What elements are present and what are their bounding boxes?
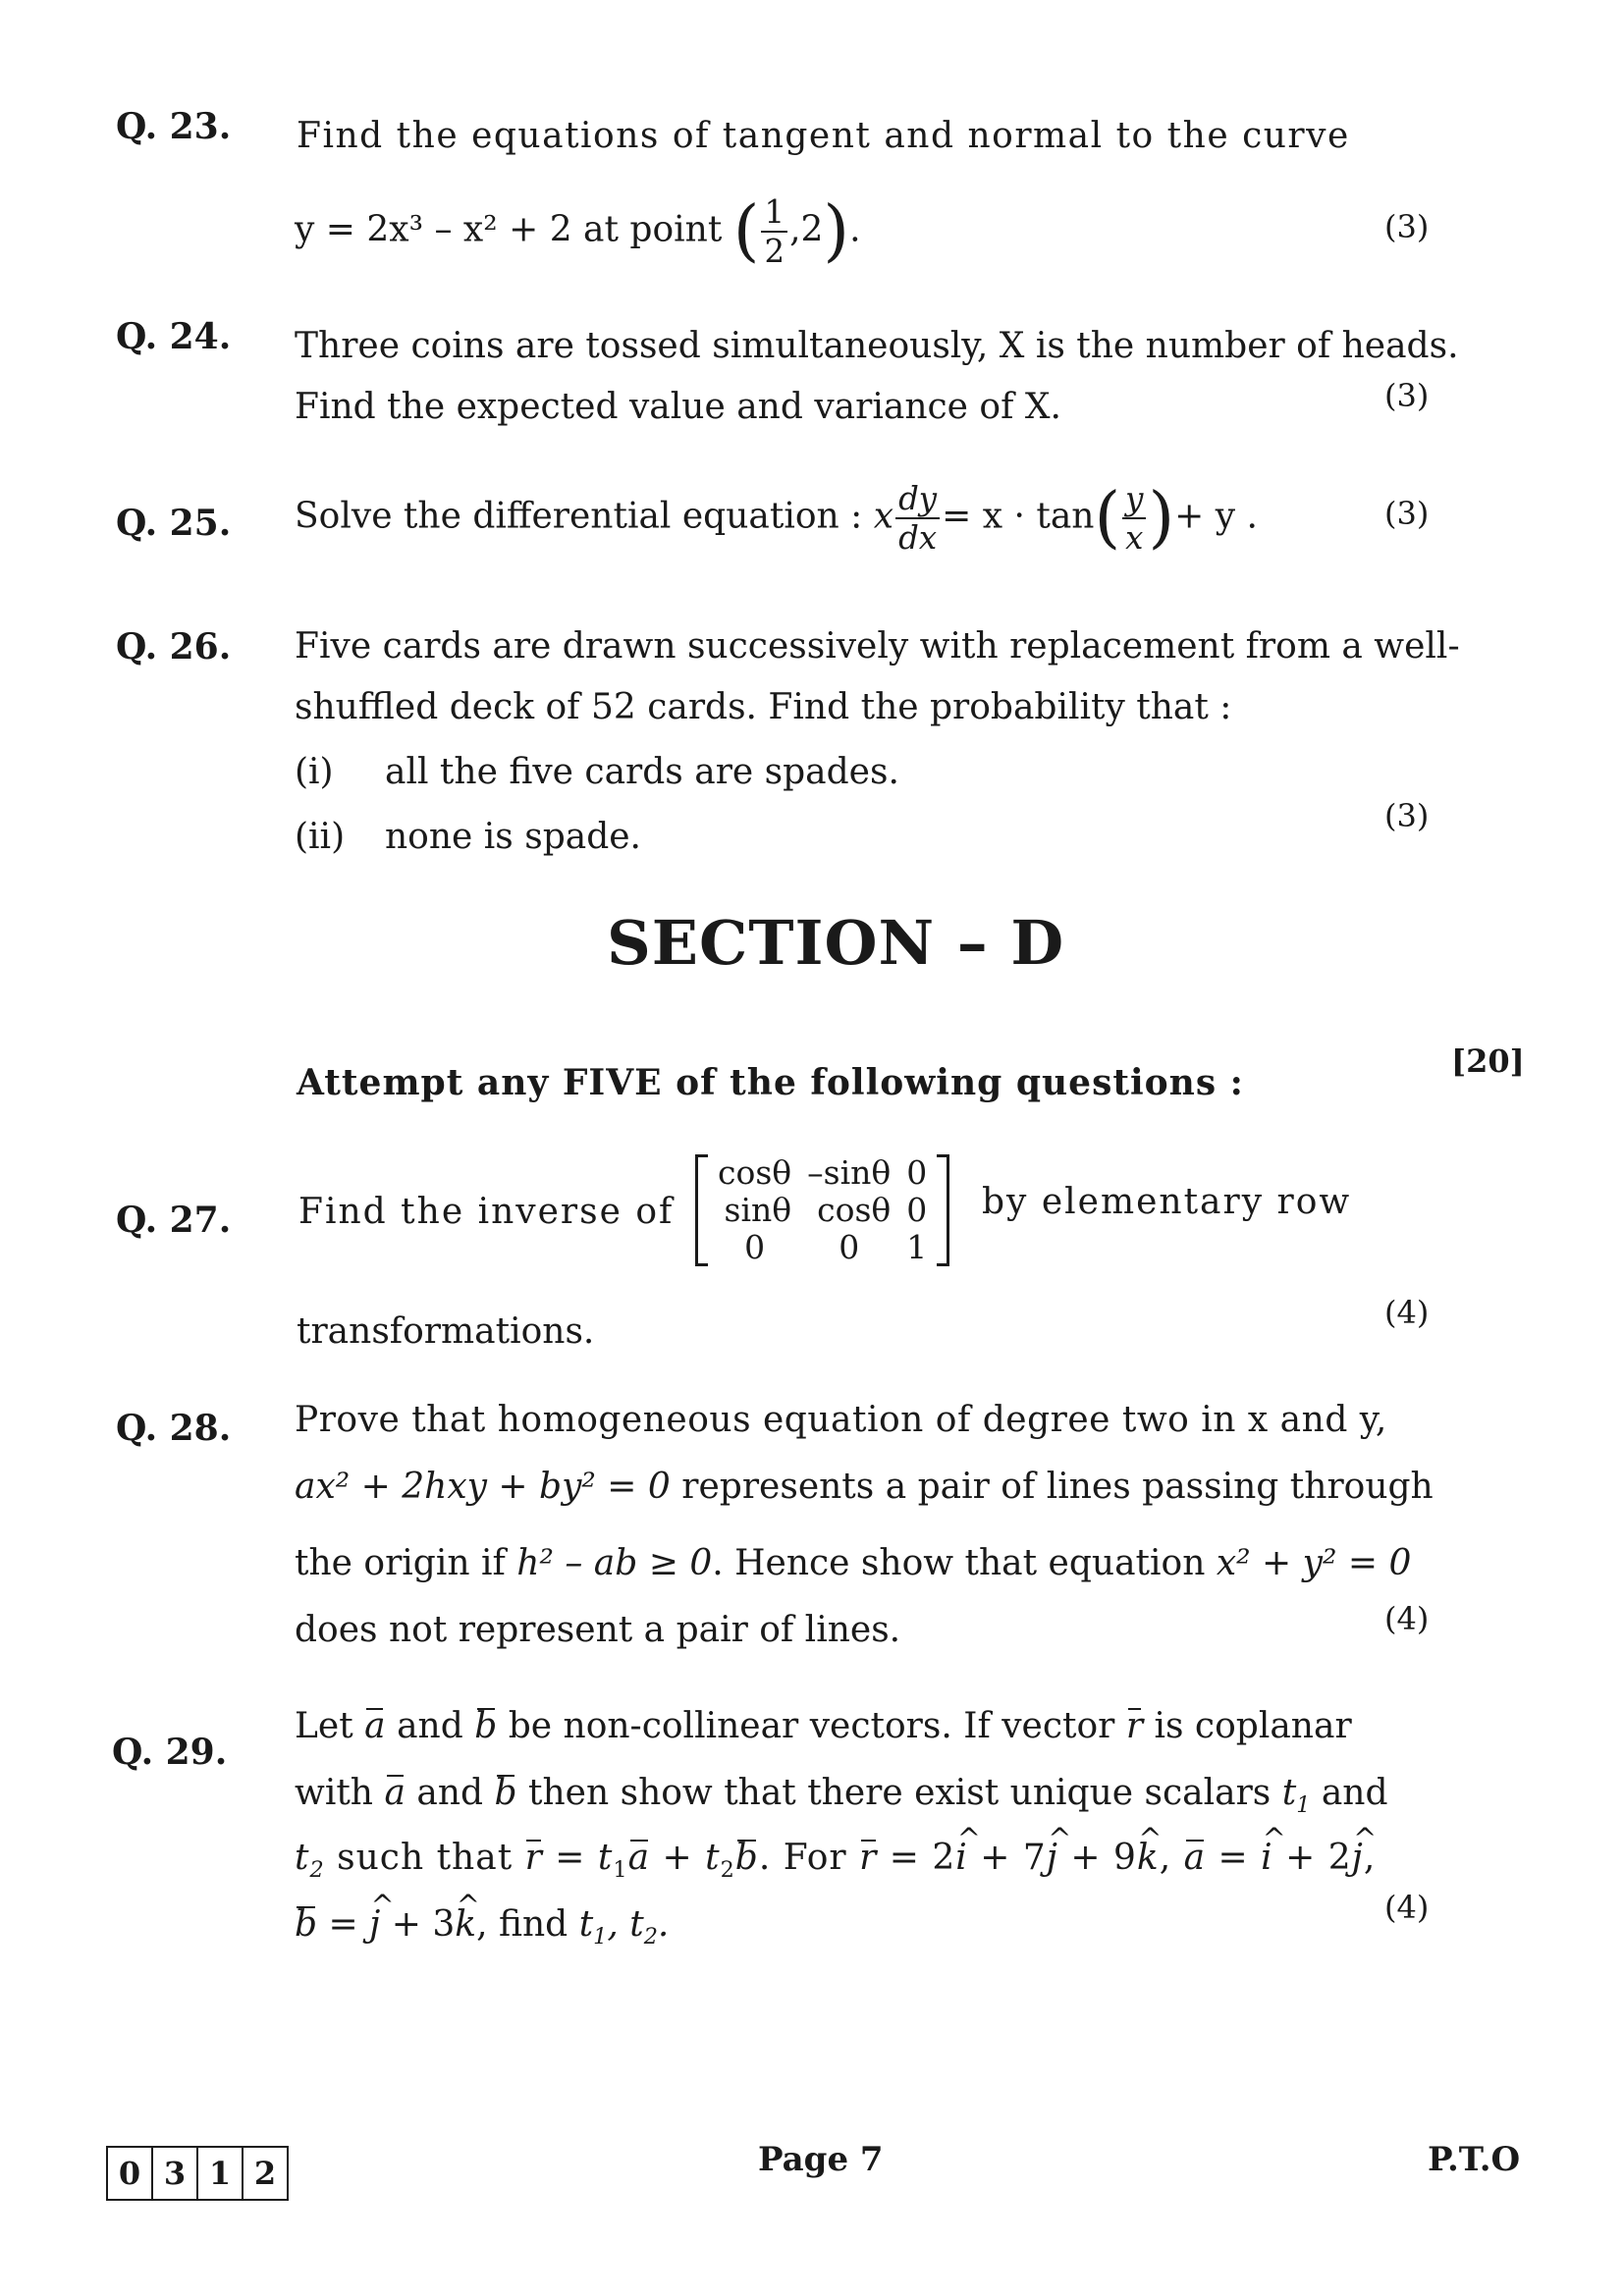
equation-vector-r: $r = t_1a + t_2b$.: [524, 1838, 772, 1884]
text: represents a pair of lines passing through: [681, 1467, 1434, 1507]
question-text: Prove that homogeneous equation of degree two in x and y,: [295, 1400, 1387, 1440]
text: the origin if: [295, 1543, 506, 1583]
vector-b: b: [494, 1773, 517, 1813]
marks: (3): [1384, 377, 1430, 414]
text: . Hence show that equation: [712, 1543, 1206, 1583]
question-equation: y = 2x³ – x² + 2 at point ( $\frac{1}{2}$ ,2).: [295, 192, 861, 271]
equation-tail: + y .: [1174, 496, 1258, 537]
equation: h² – ab ≥ 0: [516, 1543, 713, 1583]
question-text: Five cards are drawn successively with replacement from a well-: [295, 626, 1460, 667]
section-title: SECTION – D: [607, 907, 1065, 979]
point-y: ,2: [789, 209, 824, 250]
question-number: Q. 23.: [116, 106, 232, 147]
sub-label: (i): [295, 752, 334, 792]
equation: x² + y² = 0: [1216, 1543, 1412, 1583]
matrix-cell: 0: [744, 1227, 766, 1266]
matrix-cell: 0: [906, 1153, 928, 1192]
pto-label: P.T.O: [1428, 2140, 1521, 2179]
question-text: Find the inverse of: [298, 1192, 675, 1232]
numerator: y: [1122, 483, 1146, 519]
question-text: Find the equations of tangent and normal to the curve: [297, 116, 1350, 156]
question-text: does not represent a pair of lines.: [295, 1610, 901, 1650]
matrix-cell: 0: [906, 1190, 928, 1229]
fraction: [761, 193, 787, 271]
marks: (3): [1384, 208, 1430, 245]
text: find: [498, 1904, 568, 1945]
question-text: Find the expected value and variance of X.: [295, 387, 1061, 427]
question-number: Q. 26.: [116, 626, 232, 667]
denominator: dx: [898, 519, 938, 558]
code-digit: 1: [198, 2148, 244, 2199]
equation-text: y = 2x³ – x² + 2 at point: [295, 209, 723, 250]
derivative: [895, 480, 940, 558]
rotation-matrix: [695, 1154, 949, 1266]
text: is coplanar: [1154, 1706, 1352, 1746]
text: For: [783, 1838, 847, 1878]
marks: (3): [1384, 797, 1430, 834]
numerator: 1: [761, 196, 787, 233]
text: be non-collinear vectors. If vector: [508, 1706, 1115, 1746]
question-text: [295, 1838, 1376, 1883]
matrix-cell: 0: [839, 1227, 860, 1266]
question-text: [295, 1543, 1411, 1583]
fraction: [1122, 480, 1146, 558]
code-digit: 3: [153, 2148, 198, 2199]
vector-r: r: [1125, 1706, 1144, 1746]
scalars: $t_1$, $t_2$.: [578, 1904, 670, 1950]
question-text: transformations.: [297, 1311, 595, 1352]
text: and: [1321, 1773, 1388, 1813]
equation: ax² + 2hxy + by² = 0: [295, 1467, 671, 1507]
question-number: Q. 27.: [116, 1200, 232, 1241]
vector-a: a: [384, 1773, 406, 1813]
equation-r-value: r = 2^ i + 7^ j + 9^ k,: [859, 1838, 1171, 1878]
section-total-marks: [20]: [1451, 1042, 1525, 1080]
question-text: shuffled deck of 52 cards. Find the probability that :: [295, 687, 1232, 727]
right-paren: ): [823, 192, 850, 271]
text: then show that there exist unique scalars: [528, 1773, 1272, 1813]
equation-b-value: b = ^ j + 3^ k,: [295, 1904, 488, 1945]
question-number: Q. 28.: [116, 1408, 232, 1449]
question-text: Three coins are tossed simultaneously, X is the number of heads.: [295, 326, 1459, 366]
question-text: [295, 1773, 1388, 1818]
left-paren: (: [732, 192, 760, 271]
matrix-row: [710, 1154, 935, 1192]
matrix-row: [710, 1229, 935, 1266]
question-number: Q. 29.: [112, 1732, 228, 1773]
denominator: 2: [764, 233, 785, 271]
marks: (4): [1384, 1600, 1430, 1637]
equation-a-value: a = ^ i + 2^ j,: [1184, 1838, 1377, 1878]
text: and: [397, 1706, 463, 1746]
text: with: [295, 1773, 373, 1813]
equation-rhs: = x · tan: [942, 496, 1095, 537]
marks: (4): [1384, 1889, 1430, 1926]
page-number: Page 7: [758, 2140, 884, 2179]
text: Let: [295, 1706, 353, 1746]
text: such that: [337, 1838, 514, 1878]
vector-b: b: [474, 1706, 498, 1746]
left-paren: (: [1094, 479, 1121, 558]
matrix-cell: sinθ: [724, 1190, 792, 1229]
question-text: [295, 1904, 669, 1949]
scalar-t1: $t_1$: [1281, 1773, 1311, 1819]
sub-text: all the five cards are spades.: [385, 752, 899, 792]
code-digit: 2: [253, 2155, 277, 2192]
question-text: by elementary row: [982, 1182, 1352, 1222]
sub-label: (ii): [295, 817, 346, 857]
question-text: [295, 1467, 1434, 1507]
numerator: dy: [895, 483, 940, 519]
vector-a: a: [364, 1706, 386, 1746]
matrix-cell: –sinθ: [807, 1153, 892, 1192]
equation-lead: Solve the differential equation :: [295, 496, 863, 537]
question-number: Q. 24.: [116, 316, 232, 357]
matrix-table: [710, 1154, 935, 1266]
matrix-cell: cosθ: [718, 1153, 792, 1192]
matrix-cell: cosθ: [817, 1190, 892, 1229]
matrix-row: [710, 1192, 935, 1229]
question-text: [295, 1706, 1352, 1746]
right-paren: ): [1148, 479, 1175, 558]
marks: (3): [1384, 495, 1430, 532]
denominator: x: [1125, 519, 1144, 558]
question-equation: Solve the differential equation : x $\frac{dy}{dx}$ = x · tan( $\frac{y}{x}$ )+ y .: [295, 479, 1258, 558]
paper-code-box: [106, 2146, 289, 2201]
sub-text: none is spade.: [385, 817, 641, 857]
matrix-cell: 1: [906, 1227, 928, 1266]
code-digit: 0: [108, 2148, 153, 2199]
marks: (4): [1384, 1294, 1430, 1331]
text: and: [416, 1773, 484, 1813]
section-instruction: Attempt any FIVE of the following questions :: [297, 1062, 1244, 1103]
question-number: Q. 25.: [116, 503, 232, 544]
scalar-t2: $t_2$: [295, 1838, 325, 1884]
